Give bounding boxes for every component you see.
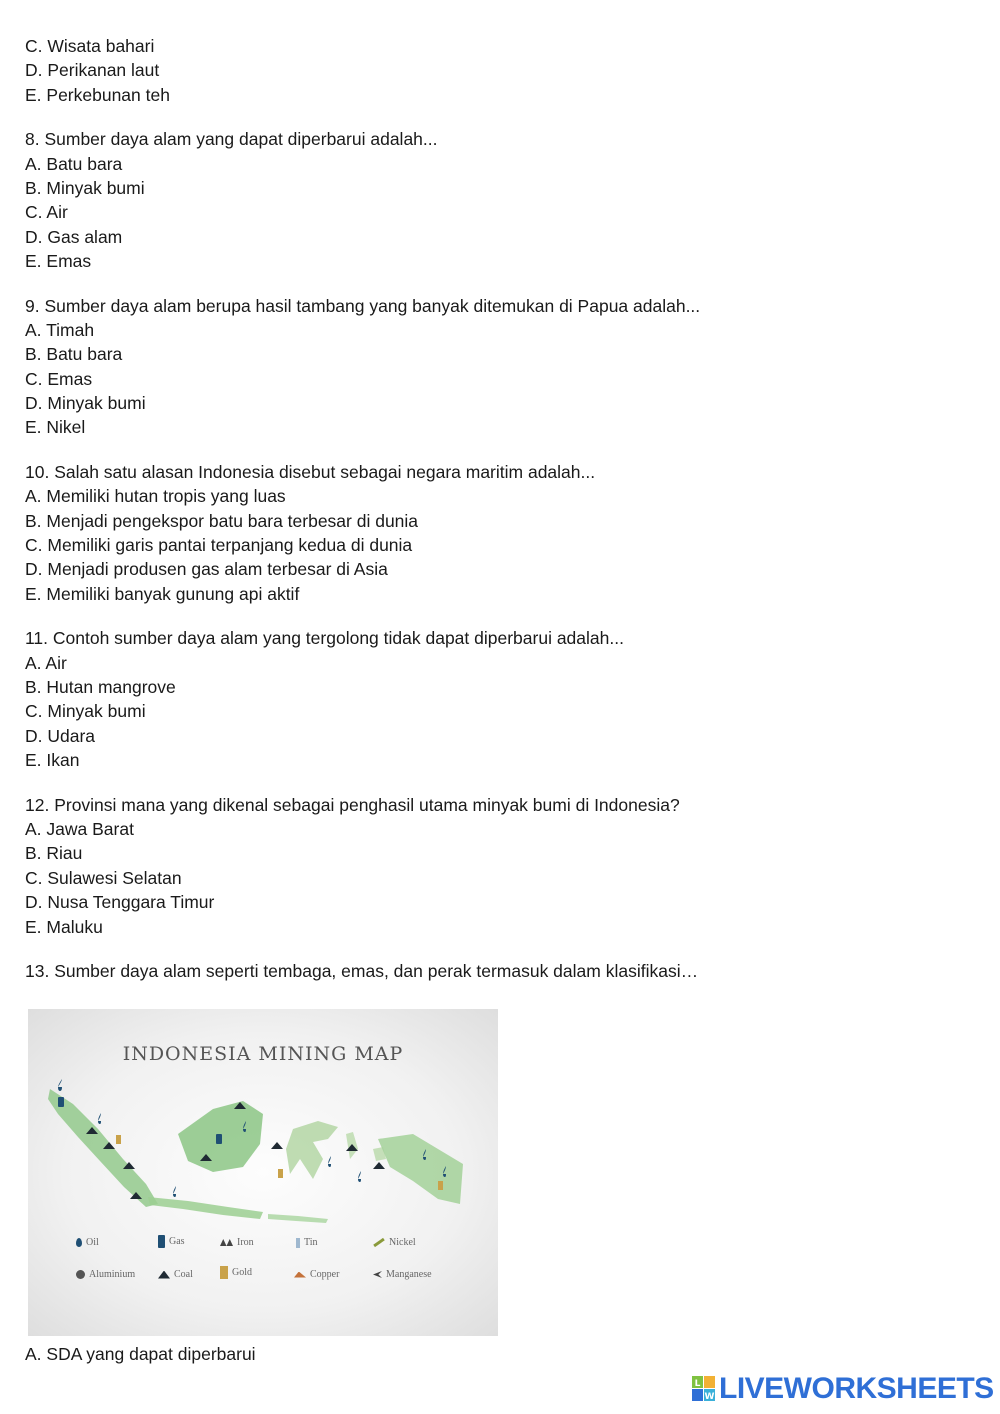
svg-text:W: W: [704, 1392, 715, 1402]
legend-label: Tin: [304, 1237, 318, 1248]
option-c[interactable]: C. Minyak bumi: [25, 701, 146, 722]
map-title: INDONESIA MINING MAP: [122, 1043, 404, 1065]
coal-marker: [271, 1142, 283, 1149]
legend-label: Gold: [232, 1267, 252, 1278]
oil-marker: [173, 1186, 176, 1197]
question-10: [25, 460, 965, 606]
legend-label: Coal: [174, 1269, 193, 1280]
option-e[interactable]: E. Ikan: [25, 750, 80, 771]
iron-icon: [220, 1239, 233, 1246]
coal-marker: [373, 1162, 385, 1169]
papua-island: [378, 1134, 463, 1204]
option-b[interactable]: B. Riau: [25, 843, 83, 864]
gold-marker: [438, 1181, 443, 1190]
question-text: 12. Provinsi mana yang dikenal sebagai penghasil utama minyak bumi di Indonesia?: [25, 794, 680, 815]
legend-label: Aluminium: [89, 1269, 136, 1280]
legend-gold: [220, 1266, 252, 1279]
option-a[interactable]: A. Memiliki hutan tropis yang luas: [25, 486, 286, 507]
gas-marker: [216, 1134, 222, 1144]
sumatra-island: [48, 1089, 158, 1207]
nickel-icon: [373, 1238, 385, 1247]
worksheet-content: [25, 34, 965, 983]
legend-coal: [158, 1269, 193, 1280]
legend-label: Gas: [169, 1236, 185, 1247]
java-island: [148, 1197, 263, 1219]
legend-gas: [158, 1235, 185, 1248]
gold-icon: [220, 1266, 228, 1279]
question-13-option-a[interactable]: A. SDA yang dapat diperbarui: [25, 1344, 256, 1364]
legend-label: Manganese: [386, 1269, 432, 1280]
legend-nickel: [373, 1237, 416, 1248]
legend-label: Oil: [86, 1237, 99, 1248]
question-text: 13. Sumber daya alam seperti tembaga, emas, dan perak termasuk dalam klasifikasi…: [25, 960, 699, 981]
liveworksheets-logo[interactable]: [692, 1372, 994, 1406]
question-text: 10. Salah satu alasan Indonesia disebut sebagai negara maritim adalah...: [25, 461, 596, 482]
svg-text:L: L: [694, 1379, 701, 1389]
legend-label: Nickel: [389, 1237, 416, 1248]
question-7-tail: [25, 34, 965, 107]
legend-copper: [294, 1269, 339, 1280]
legend-aluminium: [76, 1269, 135, 1280]
manganese-icon: [373, 1271, 382, 1278]
question-11: [25, 626, 965, 772]
legend-label: Iron: [237, 1237, 254, 1248]
option-b[interactable]: B. Hutan mangrove: [25, 676, 176, 697]
option-e[interactable]: E. Maluku: [25, 916, 103, 937]
option-c[interactable]: C. Wisata bahari: [25, 36, 155, 56]
option-d[interactable]: D. Udara: [25, 725, 96, 746]
oil-icon: [76, 1238, 82, 1247]
option-c[interactable]: C. Emas: [25, 368, 93, 389]
nusa-tenggara-islands: [268, 1214, 328, 1223]
map-islands: [28, 1009, 498, 1336]
tin-icon: [296, 1238, 300, 1248]
oil-marker: [358, 1171, 361, 1182]
gas-marker: [58, 1097, 64, 1107]
question-9: [25, 294, 965, 440]
legend-tin: [296, 1237, 318, 1248]
option-e[interactable]: E. Memiliki banyak gunung api aktif: [25, 583, 300, 604]
aluminium-icon: [76, 1270, 85, 1279]
question-text: 9. Sumber daya alam berupa hasil tambang yang banyak ditemukan di Papua adalah...: [25, 295, 701, 316]
option-b[interactable]: B. Batu bara: [25, 344, 123, 365]
option-a[interactable]: A. Timah: [25, 319, 95, 340]
logo-wordmark: LIVEWORKSHEETS: [719, 1372, 994, 1405]
oil-marker: [98, 1113, 101, 1124]
legend-manganese: [373, 1269, 432, 1280]
question-text: 8. Sumber daya alam yang dapat diperbarui adalah...: [25, 129, 438, 150]
option-d[interactable]: D. Minyak bumi: [25, 393, 146, 414]
option-a[interactable]: A. Batu bara: [25, 153, 123, 174]
oil-marker: [328, 1156, 331, 1167]
option-b[interactable]: B. Menjadi pengekspor batu bara terbesar di dunia: [25, 510, 419, 531]
option-e[interactable]: E. Emas: [25, 251, 92, 272]
oil-marker: [58, 1078, 62, 1091]
legend-oil: [76, 1237, 99, 1248]
gold-marker: [116, 1135, 121, 1144]
coal-icon: [158, 1271, 170, 1279]
option-c[interactable]: C. Sulawesi Selatan: [25, 867, 182, 888]
question-text: 11. Contoh sumber daya alam yang tergolong tidak dapat diperbarui adalah...: [25, 628, 624, 649]
option-a[interactable]: A. Air: [25, 652, 67, 673]
option-e[interactable]: E. Nikel: [25, 417, 86, 438]
copper-icon: [294, 1272, 306, 1278]
liveworksheets-mark-icon: [692, 1376, 716, 1402]
indonesia-mining-map: [28, 1009, 498, 1336]
option-d[interactable]: D. Nusa Tenggara Timur: [25, 892, 215, 913]
question-13: [25, 959, 965, 983]
question-8: [25, 127, 965, 273]
option-d[interactable]: D. Gas alam: [25, 226, 123, 247]
gold-marker: [278, 1169, 283, 1178]
option-d[interactable]: D. Perikanan laut: [25, 60, 160, 81]
legend-iron: [220, 1237, 254, 1248]
option-d[interactable]: D. Menjadi produsen gas alam terbesar di Asia: [25, 559, 388, 580]
option-e[interactable]: E. Perkebunan teh: [25, 84, 170, 105]
sulawesi-island: [286, 1121, 338, 1179]
question-12: [25, 793, 965, 939]
option-b[interactable]: B. Minyak bumi: [25, 177, 145, 198]
option-c[interactable]: C. Memiliki garis pantai terpanjang kedua di dunia: [25, 535, 413, 556]
option-a[interactable]: A. Jawa Barat: [25, 818, 134, 839]
legend-label: Copper: [310, 1269, 340, 1280]
gas-icon: [158, 1235, 165, 1248]
option-c[interactable]: C. Air: [25, 202, 68, 223]
